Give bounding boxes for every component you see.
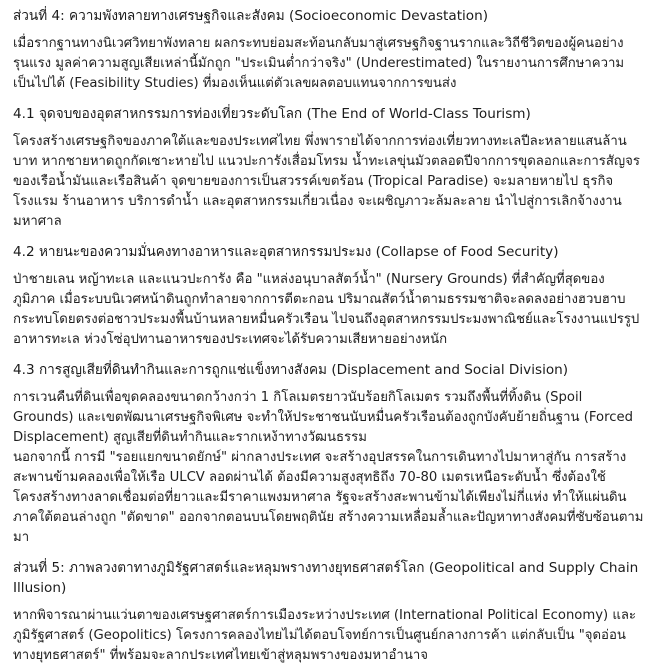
subsection-4-3-body-2: นอกจากนี้ การมี "รอยแยกขนาดยักษ์" ผ่ากลางประเทศ จะสร้างอุปสรรคในการเดินทางไปมาหาสู่กัน การสร้างสะพานข้ามคลองเพื่อให้เรือ ULCV ลอดผ่านได้ ต้องมีความสูงสุทธิถึง 70-80 เมตรเหนือระดับน้ำ ซึ่งต้องใช้โครงสร้างทางลาดเชื่อมต่อที่ยาวและมีราคาแพงมหาศาล รัฐจะสร้างสะพานข้ามได้เพียงไม่กี่แห่ง ทำให้แผ่นดินภาคใต้ตอนล่างถูก "ตัดขาด" ออกจากตอนบนโดยพฤตินัย สร้างความเหลื่อมล้ำและปัญหาทางสังคมที่ซับซ้อนตามมา: [13, 450, 644, 545]
subsection-4-3-body-1: การเวนคืนที่ดินเพื่อขุดคลองขนาดกว้างกว่า 1 กิโลเมตรยาวนับร้อยกิโลเมตร รวมถึงพื้นที่ทิ้งดิน (Spoil Grounds) และเขตพัฒนาเศรษฐกิจพิเศษ จะทำให้ประชาชนนับหมื่นครัวเรือนต้องถูกบังคับย้ายถิ่นฐาน (Forced Displacement) สูญเสียที่ดินทำกินและรากเหง้าทางวัฒนธรรม: [13, 390, 633, 445]
subsection-4-1-heading: 4.1 จุดจบของอุตสาหกรรมการท่องเที่ยวระดับโลก (The End of World-Class Tourism): [13, 106, 531, 122]
subsection-4-1-body: โครงสร้างเศรษฐกิจของภาคใต้และของประเทศไทย พึ่งพารายได้จากการท่องเที่ยวทางทะเลปีละหลายแสนล้านบาท หากชายหาดถูกกัดเซาะหายไป แนวปะการังเสื่อมโทรม น้ำทะเลขุ่นมัวตลอดปีจากการขุดลอกและการสัญจรของเรือน้ำมันและเรือสินค้า จุดขายของการเป็นสวรรค์เขตร้อน (Tropical Paradise) จะมลายหายไป ธุรกิจโรงแรม ร้านอาหาร บริการดำน้ำ และอุตสาหกรรมเกี่ยวเนื่อง จะเผชิญภาวะล้มละลาย นำไปสู่การเลิกจ้างงานมหาศาล: [13, 134, 640, 229]
subsection-4-2-heading: 4.2 หายนะของความมั่นคงทางอาหารและอุตสาหกรรมประมง (Collapse of Food Security): [13, 244, 559, 260]
section-4-intro: เมื่อรากฐานทางนิเวศวิทยาพังทลาย ผลกระทบย่อมสะท้อนกลับมาสู่เศรษฐกิจฐานรากและวิถีชีวิตของผู้คนอย่างรุนแรง มูลค่าความสูญเสียเหล่านี้มักถูก "ประเมินต่ำกว่าจริง" (Underestimated) ในรายงานการศึกษาความเป็นไปได้ (Feasibility Studies) ที่มองเห็นแต่ตัวเลขผลตอบแทนจากการขนส่ง: [13, 36, 625, 91]
section-5-heading: ส่วนที่ 5: ภาพลวงตาทางภูมิรัฐศาสตร์และหลุมพรางทางยุทธศาสตร์โลก (Geopolitical and Supply Chain Illusion): [13, 560, 639, 596]
subsection-4-3-heading: 4.3 การสูญเสียที่ดินทำกินและการถูกแช่แข็งทางสังคม (Displacement and Social Division): [13, 362, 569, 378]
subsection-4-2-body: ป่าชายเลน หญ้าทะเล และแนวปะการัง คือ "แหล่งอนุบาลสัตว์น้ำ" (Nursery Grounds) ที่สำคัญที่สุดของภูมิภาค เมื่อระบบนิเวศหน้าดินถูกทำลายจากการตีตะกอน ปริมาณสัตว์น้ำตามธรรมชาติจะลดลงอย่างฮวบฮาบ กระทบโดยตรงต่อชาวประมงพื้นบ้านหลายหมื่นครัวเรือน ไปจนถึงอุตสาหกรรมประมงพาณิชย์และโรงงานแปรรูปอาหารทะเล ห่วงโซ่อุปทานอาหารของประเทศจะได้รับความเสียหายอย่างหนัก: [13, 272, 640, 347]
section-5-intro: หากพิจารณาผ่านแว่นตาของเศรษฐศาสตร์การเมืองระหว่างประเทศ (International Political Economy) และภูมิรัฐศาสตร์ (Geopolitics) โครงการคลองไทยไม่ได้ตอบโจทย์การเป็นศูนย์กลางการค้า แต่กลับเป็น "จุดอ่อนทางยุทธศาสตร์" ที่พร้อมจะลากประเทศไทยเข้าสู่หลุมพรางของมหาอำนาจ: [13, 608, 637, 663]
section-4-heading: ส่วนที่ 4: ความพังทลายทางเศรษฐกิจและสังคม (Socioeconomic Devastation): [13, 8, 489, 24]
